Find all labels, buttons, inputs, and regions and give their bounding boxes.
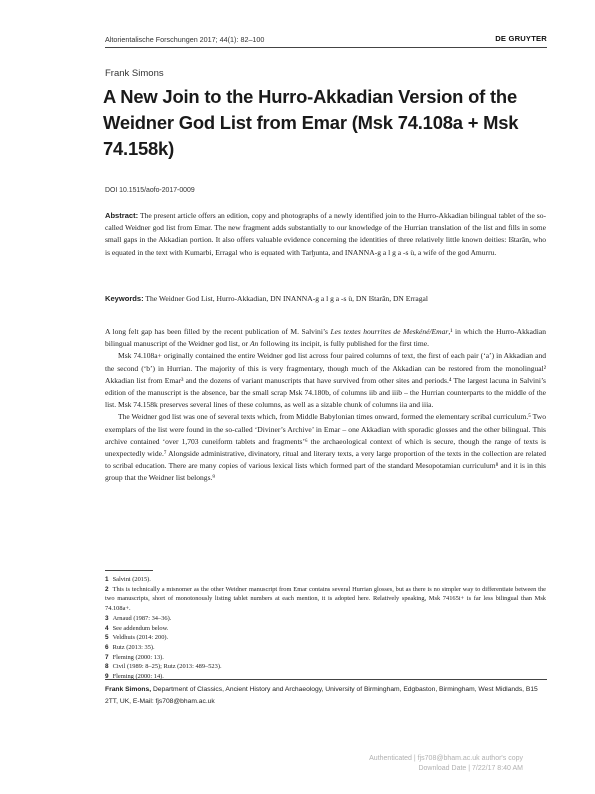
- footnote-number: 9: [105, 673, 109, 681]
- footnote-number: 8: [105, 663, 109, 671]
- footnote: [105, 633, 546, 643]
- abstract: [105, 210, 546, 259]
- footnote-text: Civil (1989: 8–25); Rutz (2013: 489–523).: [112, 663, 222, 671]
- paragraph-text: following its incipit, is fully published for the first time.: [258, 339, 429, 349]
- footnote: [105, 624, 546, 634]
- footnote-number: 5: [105, 634, 109, 642]
- footnotes: [105, 575, 546, 682]
- publisher-name: DE GRUYTER: [495, 34, 547, 43]
- paragraph: Msk 74.108a+ originally contained the entire Weidner god list across four paired columns of text, the first of each pair (‘a’) in Akkadian and the second (‘b’) in Hurrian. The majority of this is very fragmentary, though much of the Akkadian can be restored from the monolingual² Akkadian list from Emar³ and the dozens of variant manuscripts that have survived from other sites and periods.⁴ The largest lacuna in Salvini’s edition of the manuscript is the absence, bar the small scrap Msk 74.180b, of columns iib and iiib – the Hurrian counterparts to the middle of the list. Msk 74.158k preserves several lines of these columns, as well as a sizable chunk of columns iia and iiia.: [105, 351, 546, 410]
- footnote: [105, 662, 546, 672]
- paragraph-text: A long felt gap has been filled by the recent publication of M. Salvini’s: [105, 327, 331, 336]
- footnote-text: Fleming (2000: 14).: [112, 673, 164, 681]
- footnote-text: Salvini (2015).: [112, 576, 151, 583]
- download-auth-line: Authenticated | fjs708@bham.ac.uk author's copy: [369, 755, 523, 762]
- footnote-number: 2: [105, 585, 109, 593]
- list-name: An: [249, 339, 259, 349]
- download-date-line: Download Date | 7/22/17 8:40 AM: [418, 765, 523, 773]
- footnote-rule: [105, 570, 153, 571]
- footnote: [105, 614, 546, 624]
- keywords-text: The Weidner God List, Hurro-Akkadian, DN INANNA-g a l g a -s ù, DN Ištarān, DN Erragal: [145, 294, 428, 303]
- author-name: Frank Simons: [105, 68, 164, 79]
- affiliation-text: Department of Classics, Ancient History and Archaeology, University of Birmingham, Edgbaston, Birmingham, West Midlands, B15 2TT, UK, E-Mail: fjs708@bham.ac.uk: [105, 686, 538, 705]
- affiliation-author: Frank Simons,: [105, 686, 152, 693]
- footnote-text: Rutz (2013: 35).: [112, 643, 155, 651]
- keywords: [105, 294, 546, 303]
- keywords-label: Keywords:: [105, 294, 144, 303]
- abstract-label: Abstract:: [105, 211, 139, 220]
- doi: DOI 10.1515/aofo-2017-0009: [105, 187, 195, 194]
- footnote-number: 3: [105, 614, 109, 622]
- footnote-text: Veldhuis (2014: 200).: [112, 634, 169, 642]
- header-rule: [105, 47, 547, 48]
- footnote: [105, 575, 546, 585]
- body-text: [105, 326, 546, 485]
- paragraph: The Weidner god list was one of several texts which, from Middle Babylonian times onward, formed the elementary scribal curriculum.⁵ Two exemplars of the list were found in the so-called ‘Diviner’s Archive’ in Emar – one Akkadian with sporadic glosses and the other bilingual. This archive contained ‘over 1,703 cuneiform tablets and fragments’⁶ the archaeological context of which is secure, though the range of texts is unexpectedly wide.⁷ Alongside administrative, divinatory, ritual and literary texts, a very large proportion of the texts in the collection are related to scribal education. There are many copies of various lexical lists which formed part of the standard Mesopotamian curriculum⁸ and it is in this group that the Weidner list belongs.⁹: [105, 412, 546, 483]
- author-affiliation: [105, 684, 546, 707]
- footnote-text: Arnaud (1987: 34–36).: [112, 614, 172, 622]
- article-title: A New Join to the Hurro-Akkadian Version of the Weidner God List from Emar (Msk 74.108a + Msk 74.158k): [103, 86, 519, 159]
- footnote-number: 7: [105, 653, 109, 661]
- footnote-text: This is technically a misnomer as the other Weidner manuscript from Emar contains several Hurrian glosses, but as there is no simpler way to differentiate between the two manuscripts, short of monotonously listing tablet numbers at each mention, it is adopted here. Relatively speaking, Msk 74165i+ is far less bilingual than Msk 74.108a+.: [105, 585, 546, 613]
- affiliation-rule: [105, 679, 547, 680]
- footnote: [105, 653, 546, 663]
- footnote: [105, 672, 546, 682]
- footnote: [105, 643, 546, 653]
- download-stamp: [369, 754, 523, 775]
- paragraph: [105, 326, 546, 350]
- book-title: Les textes hourrites de Meskéné/Emar: [330, 327, 449, 336]
- footnote: [105, 585, 546, 614]
- paragraph-text: ,¹ in which the Hurro-Akkadian bilingual manuscript of the Weidner god list, or: [105, 327, 546, 349]
- footnote-number: 1: [105, 576, 109, 583]
- abstract-text: The present article offers an edition, copy and photographs of a newly identified join to the Hurro-Akkadian bilingual tablet of the so-called Weidner god list from Emar. The new fragment adds substantially to our knowledge of the Hurrian translation of the list and fills in some small gaps in the Akkadian portion. It also offers valuable evidence concerning the identities of three relatively little known deities: Ištarān, who is equated in the text with Kumarbi, Erragal who is equated with Tarḫunta, and INANNA-g a l g a -s ù, a wife of the god Amurru.: [105, 211, 546, 257]
- footnote-text: Fleming (2000: 13).: [112, 653, 164, 661]
- footnote-number: 6: [105, 643, 109, 651]
- footnote-text: See addendum below.: [112, 624, 169, 632]
- journal-citation: Altorientalische Forschungen 2017; 44(1): 82–100: [105, 35, 265, 44]
- footnote-number: 4: [105, 624, 109, 632]
